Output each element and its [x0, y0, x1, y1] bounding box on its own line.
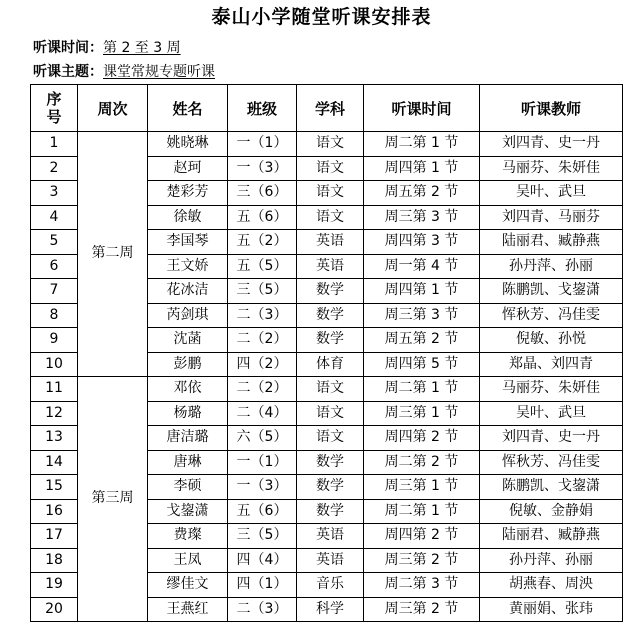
observer-teachers-cell: 恽秋芳、冯佳雯 — [480, 450, 623, 475]
class-cell: 三（5） — [228, 524, 297, 549]
observer-teachers-cell: 胡燕春、周泱 — [480, 573, 623, 598]
teacher-name: 芮剑琪 — [148, 303, 228, 328]
subject-cell: 语文 — [297, 377, 364, 402]
lesson-time-cell: 周四第 1 节 — [364, 279, 480, 304]
lesson-time-cell: 周五第 2 节 — [364, 328, 480, 353]
row-number: 11 — [31, 377, 78, 402]
header-week: 周次 — [78, 85, 148, 132]
subject-cell: 英语 — [297, 548, 364, 573]
subject-cell: 语文 — [297, 426, 364, 451]
row-number: 20 — [31, 597, 78, 622]
subject-cell: 英语 — [297, 254, 364, 279]
row-number: 17 — [31, 524, 78, 549]
row-number: 1 — [31, 132, 78, 157]
teacher-name: 王凤 — [148, 548, 228, 573]
lesson-time-cell: 周三第 3 节 — [364, 303, 480, 328]
observer-teachers-cell: 孙丹萍、孙丽 — [480, 548, 623, 573]
row-number: 14 — [31, 450, 78, 475]
teacher-name: 沈菡 — [148, 328, 228, 353]
header-time: 听课时间 — [364, 85, 480, 132]
class-cell: 一（1） — [228, 132, 297, 157]
teacher-name: 花冰洁 — [148, 279, 228, 304]
observer-teachers-cell: 刘四青、史一丹 — [480, 426, 623, 451]
teacher-name: 唐洁璐 — [148, 426, 228, 451]
table-row — [31, 132, 623, 157]
teacher-name: 王燕红 — [148, 597, 228, 622]
row-number: 10 — [31, 352, 78, 377]
row-number: 9 — [31, 328, 78, 353]
class-cell: 一（3） — [228, 475, 297, 500]
teacher-name: 彭鹏 — [148, 352, 228, 377]
lesson-time-cell: 周四第 2 节 — [364, 524, 480, 549]
class-cell: 二（2） — [228, 328, 297, 353]
row-number: 15 — [31, 475, 78, 500]
subject-cell: 数学 — [297, 475, 364, 500]
class-cell: 二（3） — [228, 597, 297, 622]
header-class: 班级 — [228, 85, 297, 132]
subject-cell: 语文 — [297, 132, 364, 157]
class-cell: 三（6） — [228, 181, 297, 206]
observer-teachers-cell: 陈鹏凯、戈鋆潇 — [480, 475, 623, 500]
subject-cell: 数学 — [297, 450, 364, 475]
week-cell: 第三周 — [78, 377, 148, 622]
lesson-time-cell: 周二第 3 节 — [364, 573, 480, 598]
teacher-name: 戈鋆潇 — [148, 499, 228, 524]
observer-teachers-cell: 陈鹏凯、戈鋆潇 — [480, 279, 623, 304]
teacher-name: 杨璐 — [148, 401, 228, 426]
class-cell: 六（5） — [228, 426, 297, 451]
subject-cell: 英语 — [297, 230, 364, 255]
class-cell: 五（6） — [228, 499, 297, 524]
lesson-time-cell: 周三第 1 节 — [364, 401, 480, 426]
lesson-time-cell: 周四第 2 节 — [364, 426, 480, 451]
class-cell: 四（4） — [228, 548, 297, 573]
week-cell: 第二周 — [78, 132, 148, 377]
lesson-topic-label: 听课主题： — [33, 64, 103, 80]
class-cell: 一（1） — [228, 450, 297, 475]
class-cell: 二（3） — [228, 303, 297, 328]
class-cell: 一（3） — [228, 156, 297, 181]
subject-cell: 语文 — [297, 156, 364, 181]
row-number: 6 — [31, 254, 78, 279]
lesson-time-cell: 周二第 2 节 — [364, 450, 480, 475]
teacher-name: 赵珂 — [148, 156, 228, 181]
subject-cell: 英语 — [297, 524, 364, 549]
subject-cell: 科学 — [297, 597, 364, 622]
class-cell: 二（4） — [228, 401, 297, 426]
class-cell: 四（2） — [228, 352, 297, 377]
row-number: 5 — [31, 230, 78, 255]
row-number: 19 — [31, 573, 78, 598]
header-subject: 学科 — [297, 85, 364, 132]
subject-cell: 数学 — [297, 303, 364, 328]
header-teachers: 听课教师 — [480, 85, 623, 132]
class-cell: 三（5） — [228, 279, 297, 304]
table-header-row — [31, 85, 623, 132]
row-number: 8 — [31, 303, 78, 328]
subject-cell: 语文 — [297, 181, 364, 206]
row-number: 2 — [31, 156, 78, 181]
lesson-time-cell: 周三第 2 节 — [364, 548, 480, 573]
observer-teachers-cell: 马丽芬、朱妍佳 — [480, 156, 623, 181]
observer-teachers-cell: 刘四青、史一丹 — [480, 132, 623, 157]
class-cell: 四（1） — [228, 573, 297, 598]
lesson-time-cell: 周五第 2 节 — [364, 181, 480, 206]
lesson-time-value: 第 2 至 3 周 — [103, 40, 181, 56]
row-number: 18 — [31, 548, 78, 573]
observer-teachers-cell: 陆丽君、臧静燕 — [480, 230, 623, 255]
row-number: 7 — [31, 279, 78, 304]
lesson-topic-line — [33, 62, 215, 82]
lesson-time-cell: 周三第 3 节 — [364, 205, 480, 230]
teacher-name: 徐敏 — [148, 205, 228, 230]
lesson-time-cell: 周四第 1 节 — [364, 156, 480, 181]
row-number: 16 — [31, 499, 78, 524]
lesson-topic-value: 课堂常规专题听课 — [103, 64, 215, 80]
observer-teachers-cell: 黄丽娟、张玮 — [480, 597, 623, 622]
lesson-time-cell: 周三第 1 节 — [364, 475, 480, 500]
observer-teachers-cell: 陆丽君、臧静燕 — [480, 524, 623, 549]
class-cell: 二（2） — [228, 377, 297, 402]
lesson-time-cell: 周一第 4 节 — [364, 254, 480, 279]
row-number: 4 — [31, 205, 78, 230]
observer-teachers-cell: 吴叶、武旦 — [480, 181, 623, 206]
lesson-time-label: 听课时间： — [33, 40, 103, 56]
row-number: 3 — [31, 181, 78, 206]
class-cell: 五（2） — [228, 230, 297, 255]
teacher-name: 邓依 — [148, 377, 228, 402]
table-row — [31, 377, 623, 402]
subject-cell: 数学 — [297, 328, 364, 353]
subject-cell: 体育 — [297, 352, 364, 377]
observer-teachers-cell: 吴叶、武旦 — [480, 401, 623, 426]
observer-teachers-cell: 刘四青、马丽芬 — [480, 205, 623, 230]
observer-teachers-cell: 马丽芬、朱妍佳 — [480, 377, 623, 402]
teacher-name: 楚彩芳 — [148, 181, 228, 206]
lesson-time-cell: 周二第 1 节 — [364, 499, 480, 524]
observer-teachers-cell: 孙丹萍、孙丽 — [480, 254, 623, 279]
lesson-time-cell: 周四第 3 节 — [364, 230, 480, 255]
subject-cell: 语文 — [297, 205, 364, 230]
lesson-time-cell: 周四第 5 节 — [364, 352, 480, 377]
lesson-time-cell: 周二第 1 节 — [364, 132, 480, 157]
lesson-time-cell: 周三第 2 节 — [364, 597, 480, 622]
observer-teachers-cell: 倪敏、孙悦 — [480, 328, 623, 353]
subject-cell: 数学 — [297, 499, 364, 524]
teacher-name: 姚晓琳 — [148, 132, 228, 157]
subject-cell: 语文 — [297, 401, 364, 426]
row-number: 12 — [31, 401, 78, 426]
teacher-name: 王文娇 — [148, 254, 228, 279]
teacher-name: 李国琴 — [148, 230, 228, 255]
teacher-name: 唐琳 — [148, 450, 228, 475]
teacher-name: 缪佳文 — [148, 573, 228, 598]
observer-teachers-cell: 恽秋芳、冯佳雯 — [480, 303, 623, 328]
subject-cell: 音乐 — [297, 573, 364, 598]
class-cell: 五（5） — [228, 254, 297, 279]
row-number: 13 — [31, 426, 78, 451]
teacher-name: 李硕 — [148, 475, 228, 500]
schedule-table — [30, 84, 623, 622]
lesson-time-line — [33, 38, 181, 58]
observer-teachers-cell: 郑晶、刘四青 — [480, 352, 623, 377]
header-seq: 序 号 — [31, 85, 78, 132]
header-name: 姓名 — [148, 85, 228, 132]
class-cell: 五（6） — [228, 205, 297, 230]
lesson-time-cell: 周二第 1 节 — [364, 377, 480, 402]
observer-teachers-cell: 倪敏、金静娟 — [480, 499, 623, 524]
page-title: 泰山小学随堂听课安排表 — [211, 6, 432, 28]
subject-cell: 数学 — [297, 279, 364, 304]
teacher-name: 费璨 — [148, 524, 228, 549]
